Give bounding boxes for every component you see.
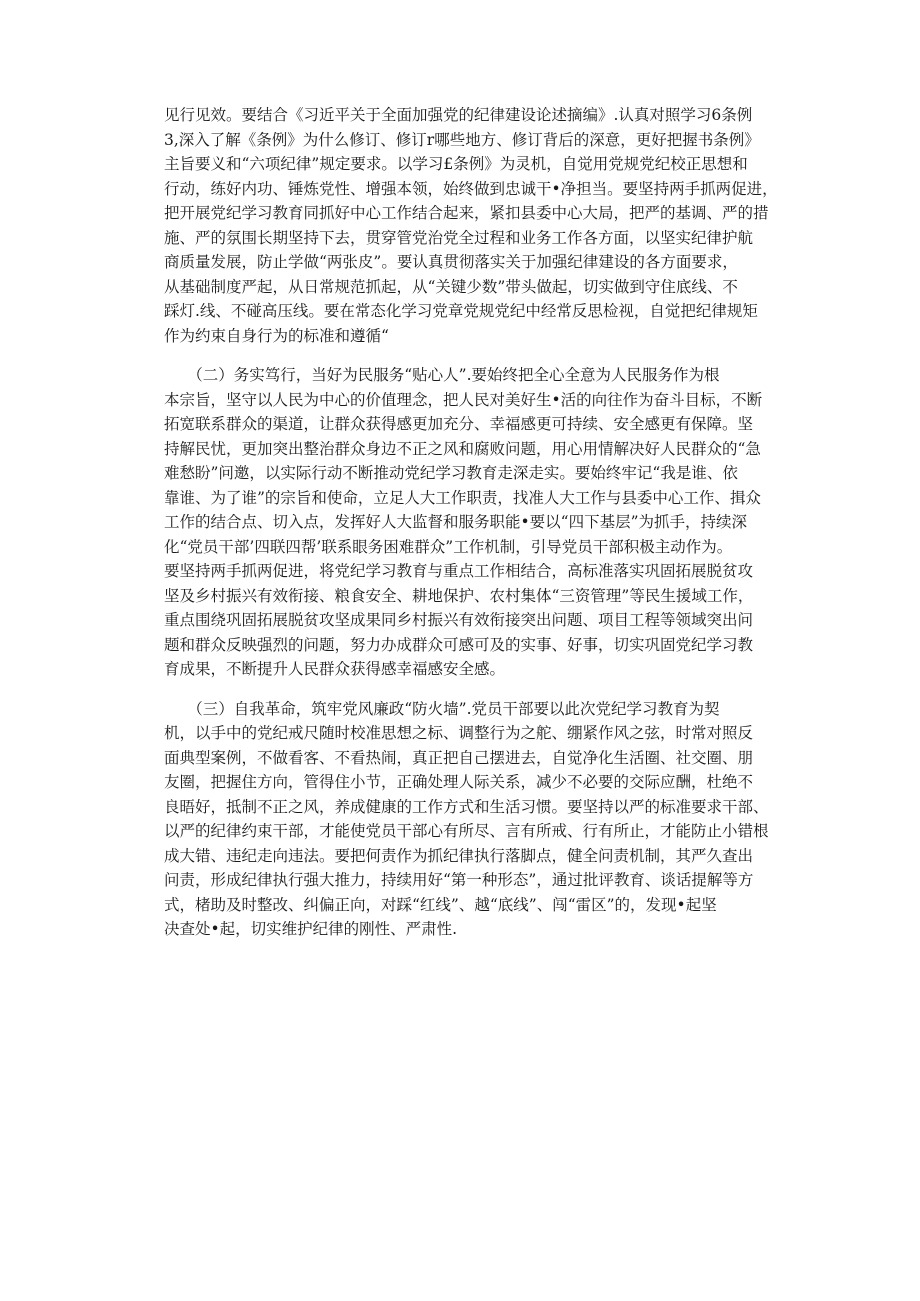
paragraph-1: 见行见效。要结合《习近平关于全面加强党的纪律建设论述摘编》.认真对照学习6条例 3,深入了解《条例》为什么修订、修订r哪些地方、修订背后的深意，更好把握书条例》 主旨要义和“六项纪律”规定要求。以学习£条例》为灵机，自觉用党规党纪校正思想和 行动，练好内功、锤炼党性、增强本领，始终做到忠诚干•净担当。要坚持两手抓两促进， 把开展党纪学习教育同抓好中心工作结合起来，紧扣县委中心大局，把严的基调、严的措 施、严的氛围长期坚持下去，贯穿管党治党全过程和业务工作各方面，以坚实纪律护航 商质量发展，防止学做“两张皮”。要认真贯彻落实关于加强纪律建设的各方面要求， 从基础制度严起，从日常规范抓起，从“关键少数”带头做起，切实做到守住底线、不 踩灯.线、不碰高压线。要在常态化学习党章党规党纪中经常反思检视，自觉把纪律规矩 作为约束自身行为的标准和遵循“ — [164, 106, 778, 345]
paragraph-3-section-three: （三）自我革命，筑牢党风廉政“防火墙”.党员干部要以此次党纪学习教育为契 机，以手中的党纪戒尺随时校准思想之标、调整行为之舵、绷紧作风之弦，时常对照反 面典型案例，不做看客、不看热闹，真正把自己摆进去，自觉净化生活圈、社交圈、朋 友圈，把握住方向，管得住小节，正确处理人际关系，减少不必要的交际应酬，杜绝不 良晤好，抵制不正之风，养成健康的工作方式和生活习惯。要坚持以严的标准要求干部、 以严的纪律约束干部，才能使党员干部心有所尽、言有所戒、行有所止，才能防止小错根 成大错、违纪走向违法。要把何责作为抓纪律执行落脚点，健全问责机制，其严久查出 问责，形成纪律执行强大推力，持续用好“第一种形态”，通过批评教育、谈话提解等方 式，楮助及时整改、纠偏正向，对踩“红线”、越“底线”、闯“雷区”的，发现•起坚 决查处•起，切实维护纪律的刚性、严肃性. — [164, 699, 769, 938]
document-body — [164, 103, 786, 957]
paragraph-2-section-two: （二）务实笃行，当好为民服务“贴心人”.要始终把全心全意为人民服务作为根 本宗旨，坚守以人民为中心的价值理念，把人民对美好生•活的向往作为奋斗目标，不断 拓宽联系群众的渠道，让群众获得感更加充分、幸福感更可持续、安全感更有保障。坚 持解民忧，更加突出整治群众身边不正之风和腐败问题，用心用情解决好人民群众的“急 难愁盼”问邀，以实际行动不断推动党纪学习教育走深走实。要始终牢记“我是谁、依 靠谁、为了谁”的宗旨和使命，立足人大工作职责，找准人大工作与县委中心工作、揖众 工作的结合点、切入点，发挥好人大监督和服务职能•要以“四下基层”为抓手，持续深 化“党员干部’四联四帮’联系眼务困难群众”工作机制，引导党员干部积极主动作为。 要坚持两手抓两促进，将党纪学习教育与重点工作相结合，高标准落实巩固拓展脱贫攻 坚及乡村振兴有效衔接、粮食安全、耕地保护、农村集体“三资管理”等民生援域工作， 重点围绕巩固拓展脱贫攻坚成果同乡村振兴有效衔接突出问题、项目工程等领域突出问 题和群众反映强烈的问题，努力办成群众可感可及的实事、好事，切实巩固党纪学习教 育成果，不断提升人民群众获得感幸福感安全感。 — [164, 366, 763, 678]
